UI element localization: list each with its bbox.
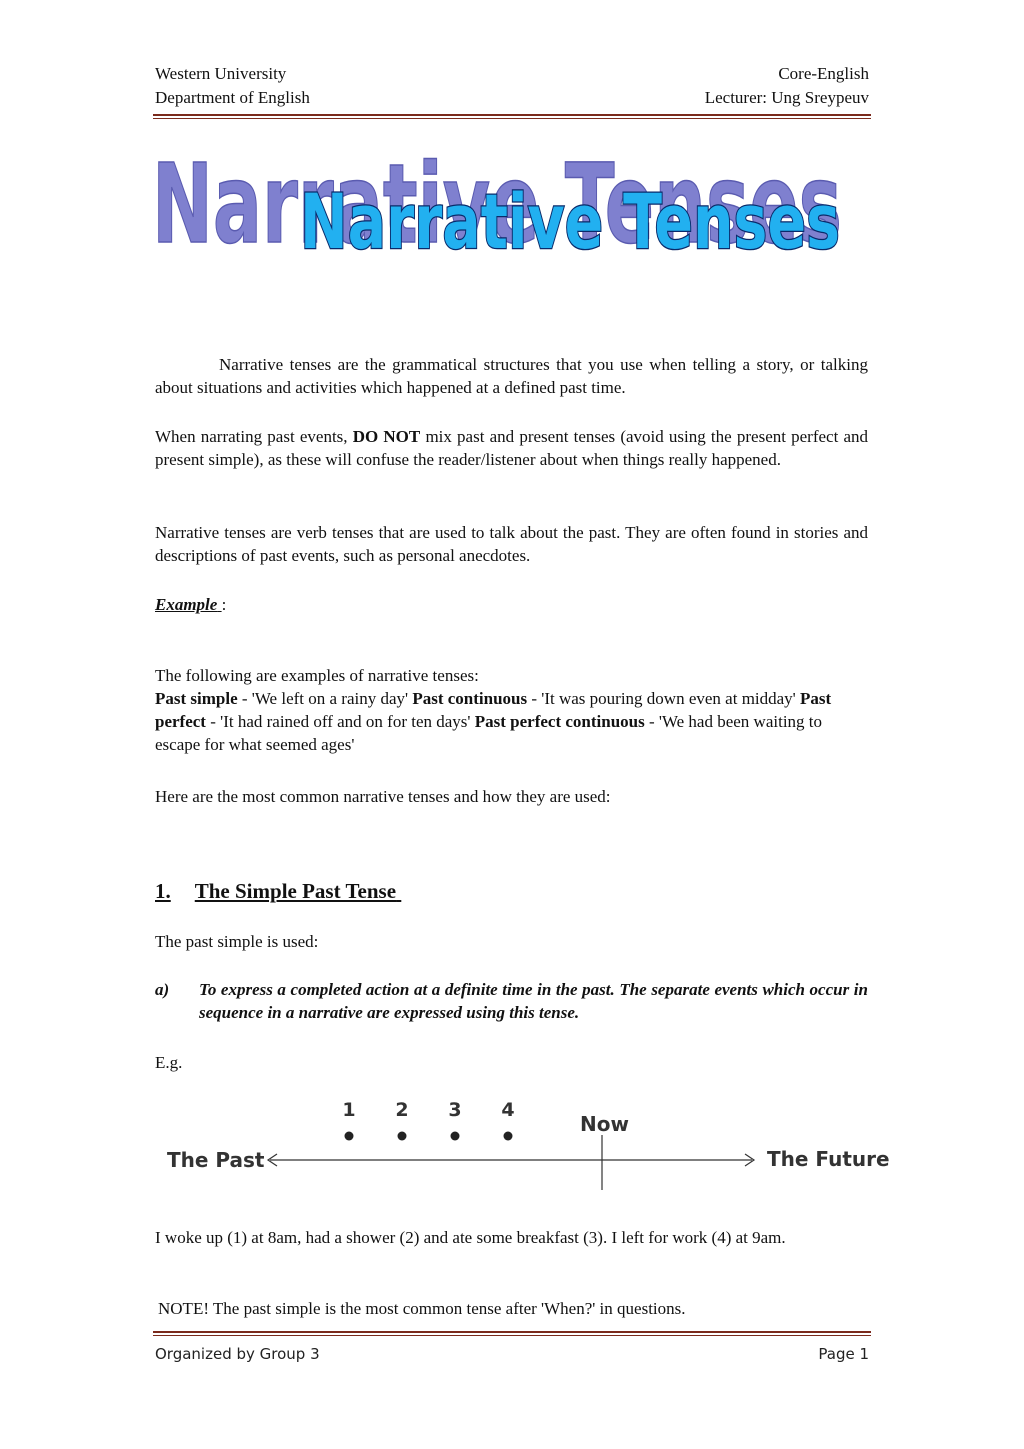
intro-paragraph: Narrative tenses are the grammatical structures that you use when telling a story, or talking about situations and activities which happened at a defined past time. bbox=[155, 355, 868, 397]
timeline-past-label: The Past bbox=[167, 1148, 265, 1172]
example-heading bbox=[155, 593, 868, 616]
eg-label: E.g. bbox=[155, 1053, 183, 1072]
common-intro: Here are the most common narrative tenses and how they are used: bbox=[155, 787, 611, 806]
title-front-text: Narrative Tenses bbox=[300, 177, 840, 266]
section-title: The Simple Past Tense bbox=[194, 879, 397, 903]
header-lecturer: Lecturer: Ung Sreypeuv bbox=[704, 88, 869, 107]
timeline-point-label: 1 bbox=[342, 1099, 356, 1121]
examples-paragraph bbox=[155, 664, 868, 756]
timeline-diagram bbox=[155, 1090, 890, 1200]
warning-before: When narrating past events, bbox=[155, 427, 348, 446]
usage-item bbox=[155, 978, 868, 1024]
section-heading bbox=[155, 879, 401, 904]
example-sentence: I woke up (1) at 8am, had a shower (2) and ate some breakfast (3). I left for work (4) at 9am. bbox=[155, 1228, 786, 1247]
warning-after: mix past and present tenses (avoid using the present perfect and present simple), as these will confuse the reader/listener about when things really happened. bbox=[155, 427, 869, 469]
header-course: Core-English bbox=[778, 64, 869, 83]
definition-paragraph: Narrative tenses are verb tenses that are used to talk about the past. They are often found in stories and descriptions of past events, such as personal anecdotes. bbox=[155, 523, 868, 565]
example-name-4: Past perfect continuous bbox=[474, 712, 645, 731]
timeline-point-dot bbox=[398, 1132, 407, 1141]
header-institution: Western University bbox=[155, 64, 287, 83]
example-label: Example bbox=[155, 595, 218, 614]
footer-rule bbox=[153, 1331, 871, 1333]
usage-item-letter: a) bbox=[155, 980, 170, 999]
warning-bold: DO NOT bbox=[352, 427, 421, 446]
section-lead: The past simple is used: bbox=[155, 932, 319, 951]
footer-page: Page 1 bbox=[818, 1345, 869, 1363]
section-number: 1. bbox=[155, 879, 171, 903]
example-text-1: - 'We left on a rainy day' bbox=[237, 689, 413, 708]
timeline-point-dot bbox=[451, 1132, 460, 1141]
example-text-3: - 'It had rained off and on for ten days' bbox=[205, 712, 475, 731]
header-department: Department of English bbox=[155, 88, 310, 107]
example-name-3: Past perfect bbox=[155, 689, 832, 731]
footer-group: Organized by Group 3 bbox=[155, 1345, 320, 1363]
example-name-1: Past simple bbox=[155, 689, 238, 708]
example-name-2: Past continuous bbox=[412, 689, 528, 708]
timeline-now-label: Now bbox=[580, 1112, 629, 1136]
timeline-point-label: 2 bbox=[395, 1099, 409, 1121]
note-text: NOTE! The past simple is the most common tense after 'When?' in questions. bbox=[158, 1299, 686, 1318]
header-rule-thin bbox=[153, 118, 871, 119]
title-shadow-text: Narrative Tenses bbox=[152, 140, 842, 268]
timeline-point-label: 3 bbox=[448, 1099, 462, 1121]
timeline-points bbox=[342, 1099, 514, 1141]
timeline-point-dot bbox=[504, 1132, 513, 1141]
title-wordart bbox=[140, 130, 860, 280]
example-colon: : bbox=[221, 595, 227, 614]
example-text-4: - 'We had been waiting to escape for what seemed ages' bbox=[155, 712, 823, 754]
header-rule bbox=[153, 114, 871, 116]
timeline-future-label: The Future bbox=[767, 1147, 890, 1171]
timeline-point-label: 4 bbox=[501, 1099, 515, 1121]
warning-paragraph bbox=[155, 425, 868, 471]
footer-rule-thin bbox=[153, 1335, 871, 1336]
example-text-2: - 'It was pouring down even at midday' bbox=[527, 689, 800, 708]
usage-item-text: To express a completed action at a definite time in the past. The separate events which occur in sequence in a narrative are expressed using this tense. bbox=[199, 980, 868, 1022]
examples-intro: The following are examples of narrative tenses: bbox=[155, 666, 479, 685]
timeline-point-dot bbox=[345, 1132, 354, 1141]
